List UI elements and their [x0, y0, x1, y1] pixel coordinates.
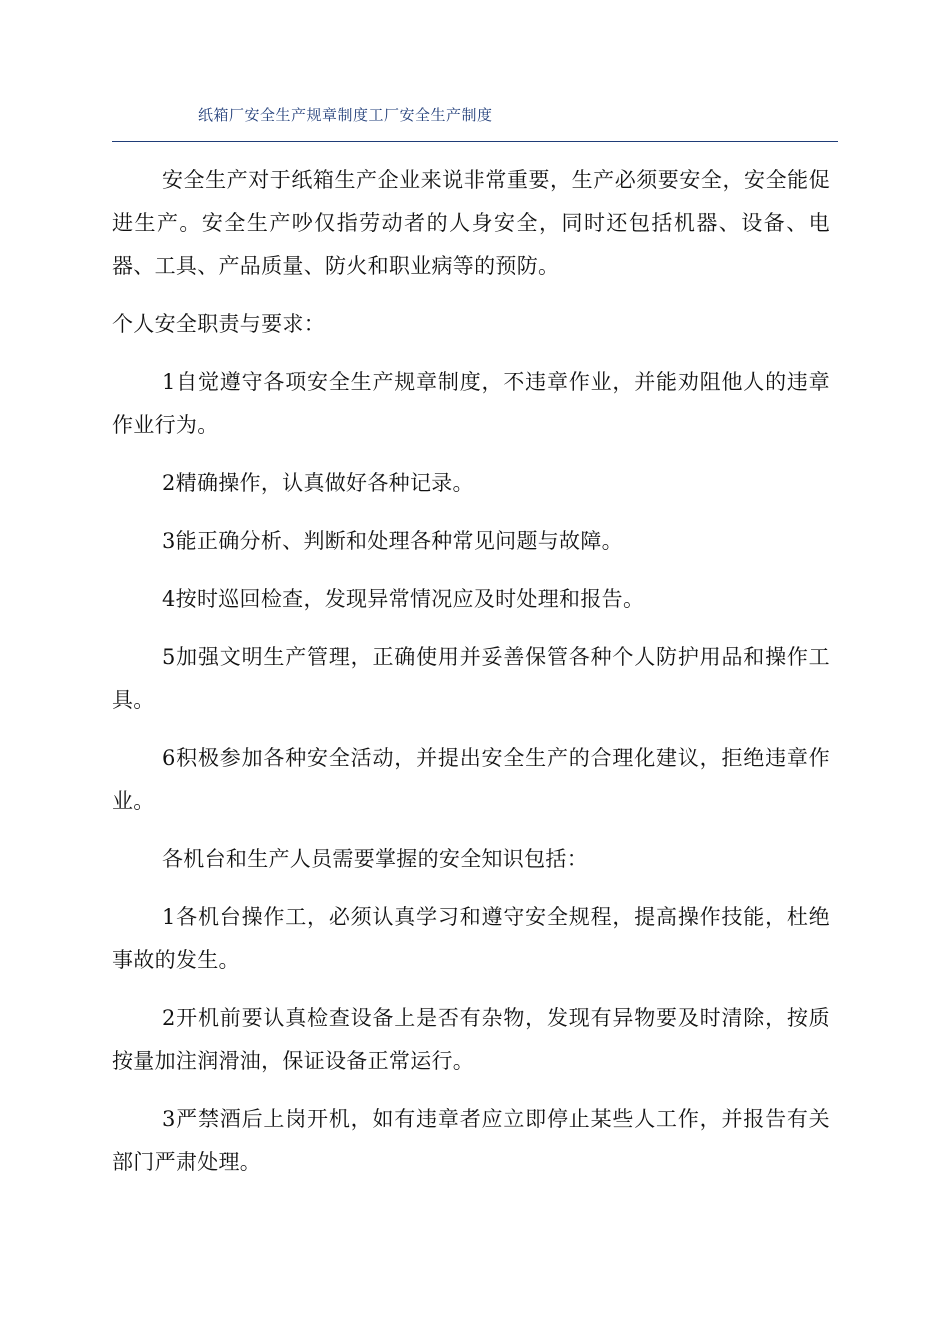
knowledge-item-1: 1各机台操作工，必须认真学习和遵守安全规程，提高操作技能，杜绝事故的发生。 — [112, 905, 830, 972]
duty-item-4: 4按时巡回检查，发现异常情况应及时处理和报告。 — [162, 587, 645, 611]
duty-item-1: 1自觉遵守各项安全生产规章制度，不违章作业，并能劝阻他人的违章作业行为。 — [112, 370, 830, 437]
duty-item-2: 2精确操作，认真做好各种记录。 — [162, 471, 474, 495]
intro-paragraph: 安全生产对于纸箱生产企业来说非常重要，生产必须要安全，安全能促进生产。安全生产吵仅指劳动者的人身安全，同时还包括机器、设备、电器、工具、产品质量、防火和职业病等的预防。 — [112, 168, 830, 278]
duty-item-3: 3能正确分析、判断和处理各种常见问题与故障。 — [162, 529, 623, 553]
header-divider — [112, 141, 838, 142]
knowledge-item-2: 2开机前要认真检查设备上是否有杂物，发现有异物要及时清除，按质按量加注润滑油，保证设备正常运行。 — [112, 1006, 830, 1073]
duty-item-6: 6积极参加各种安全活动，并提出安全生产的合理化建议，拒绝违章作业。 — [112, 746, 830, 813]
knowledge-item-3: 3严禁酒后上岗开机，如有违章者应立即停止某些人工作，并报告有关部门严肃处理。 — [112, 1107, 830, 1174]
section-heading-personal-duties: 个人安全职责与要求： — [112, 312, 325, 336]
section-heading-safety-knowledge: 各机台和生产人员需要掌握的安全知识包括： — [162, 847, 588, 871]
duty-item-5: 5加强文明生产管理，正确使用并妥善保管各种个人防护用品和操作工具。 — [112, 645, 830, 712]
document-header-title: 纸箱厂安全生产规章制度工厂安全生产制度 — [198, 106, 493, 124]
document-body — [112, 159, 830, 1184]
